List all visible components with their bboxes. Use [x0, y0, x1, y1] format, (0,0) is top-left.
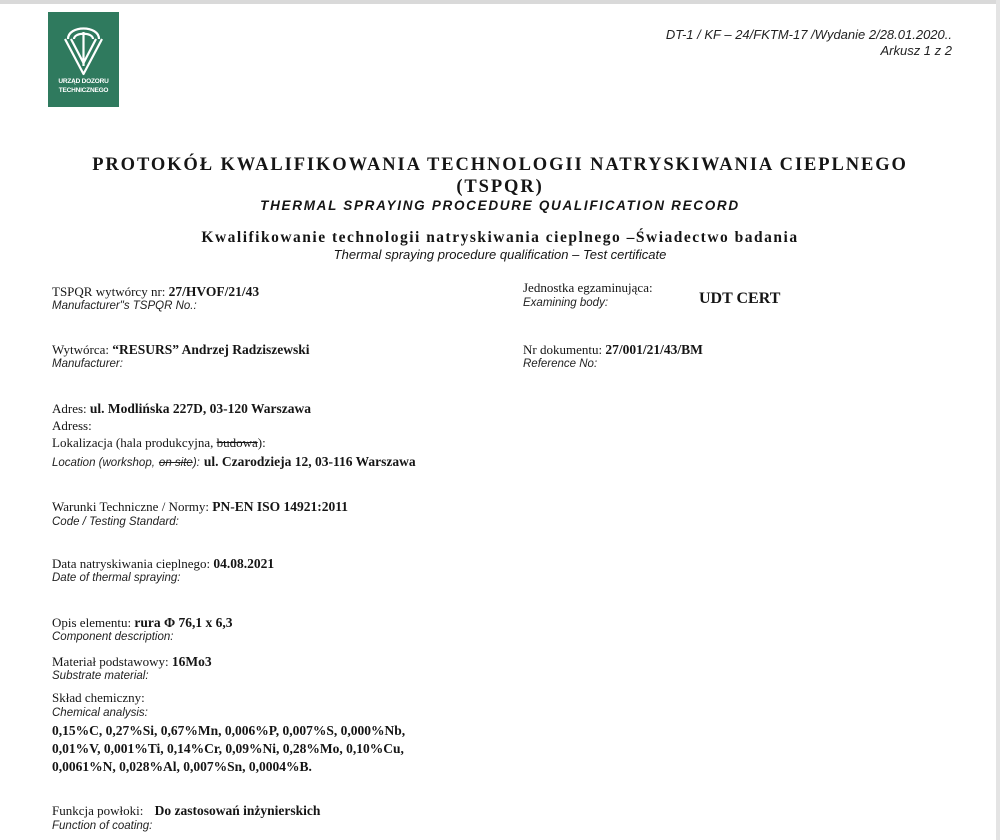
date-label-en: Date of thermal spraying: [52, 572, 181, 584]
address-value: ul. Modlińska 227D, 03-120 Warszawa [89, 401, 311, 416]
substrate-label: Materiał podstawowy: [52, 654, 169, 669]
component-field [52, 615, 233, 631]
standard-label-en: Code / Testing Standard: [52, 516, 179, 528]
address-label: Adres: [52, 401, 87, 416]
logo-text-line2: TECHNICZNEGO [58, 87, 109, 94]
examining-body-value: UDT CERT [699, 290, 781, 307]
substrate-field [52, 654, 212, 670]
tspqr-label-en: Manufacturer"s TSPQR No.: [52, 300, 197, 312]
tspqr-label: TSPQR wytwórcy nr: [52, 284, 166, 299]
examining-body-label: Jednostka egzaminująca: [523, 280, 653, 295]
chemical-line-3: 0,0061%N, 0,028%Al, 0,007%Sn, 0,0004%B. [52, 759, 312, 774]
page-right-border [996, 0, 1000, 840]
subtitle-pl: Kwalifikowanie technologii natryskiwania cieplnego –Świadectwo badania [201, 229, 799, 246]
component-label-en: Component description: [52, 631, 174, 643]
coating-field [52, 803, 320, 819]
document-number-label-en: Reference No: [523, 358, 598, 370]
coating-label: Funkcja powłoki: [52, 803, 144, 818]
component-value: rura Φ 76,1 x 6,3 [134, 615, 233, 630]
logo-text-line1: URZĄD DOZORU [58, 78, 109, 85]
manufacturer-value: “RESURS” Andrzej Radziszewski [112, 342, 310, 357]
location-label-en-struck: on site [158, 457, 193, 469]
location-label [52, 435, 266, 451]
location-label-en-suffix: ): [192, 457, 200, 469]
substrate-value: 16Mo3 [171, 654, 212, 669]
date-value: 04.08.2021 [213, 556, 275, 571]
udt-emblem-icon [48, 12, 119, 78]
chemical-line-1: 0,15%C, 0,27%Si, 0,67%Mn, 0,006%P, 0,007%S, 0,000%Nb, [52, 723, 406, 738]
location-label-suffix: ): [257, 435, 266, 450]
page-top-border [0, 0, 1000, 4]
title-en: THERMAL SPRAYING PROCEDURE QUALIFICATION RECORD [260, 198, 740, 213]
chemical-line-2: 0,01%V, 0,001%Ti, 0,14%Cr, 0,09%Ni, 0,28%Mo, 0,10%Cu, [52, 741, 404, 756]
title-pl-line2: (TSPQR) [456, 177, 544, 197]
location-label-en-prefix: Location (workshop, [52, 457, 155, 469]
document-ref-code: DT-1 / KF – 24/FKTM-17 /Wydanie 2/28.01.2020.. [665, 27, 952, 42]
manufacturer-field [52, 342, 310, 358]
subtitle-en: Thermal spraying procedure qualification – Test certificate [333, 247, 667, 262]
document-number-value: 27/001/21/43/BM [605, 342, 703, 357]
chemical-label: Skład chemiczny: [52, 690, 145, 705]
udt-logo [48, 12, 119, 107]
component-label: Opis elementu: [52, 615, 132, 630]
date-field [52, 556, 274, 572]
standard-field [52, 499, 348, 515]
manufacturer-label-en: Manufacturer: [52, 358, 123, 370]
document-number-label: Nr dokumentu: [523, 342, 603, 357]
date-label: Data natryskiwania cieplnego: [52, 556, 211, 571]
document-number-field [523, 342, 703, 358]
coating-label-en: Function of coating: [52, 820, 153, 832]
tspqr-field [52, 284, 259, 300]
coating-value: Do zastosowań inżynierskich [154, 803, 321, 818]
sheet-number: Arkusz 1 z 2 [880, 43, 952, 58]
location-value: ul. Czarodzieja 12, 03-116 Warszawa [203, 454, 416, 469]
address-field [52, 401, 311, 417]
standard-label: Warunki Techniczne / Normy: [52, 499, 210, 514]
location-label-struck: budowa [216, 435, 258, 450]
title-pl-line1: PROTOKÓŁ KWALIFIKOWANIA TECHNOLOGII NATRYSKIWANIA CIEPLNEGO [92, 155, 908, 175]
standard-value: PN-EN ISO 14921:2011 [212, 499, 349, 514]
chemical-label-en: Chemical analysis: [52, 707, 148, 719]
tspqr-value: 27/HVOF/21/43 [168, 284, 260, 299]
address-label-en: Adress: [52, 418, 92, 433]
location-field [52, 453, 416, 471]
examining-body-label-en: Examining body: [523, 297, 609, 309]
manufacturer-label: Wytwórca: [52, 342, 109, 357]
substrate-label-en: Substrate material: [52, 670, 149, 682]
location-label-prefix: Lokalizacja (hala produkcyjna, [52, 435, 214, 450]
